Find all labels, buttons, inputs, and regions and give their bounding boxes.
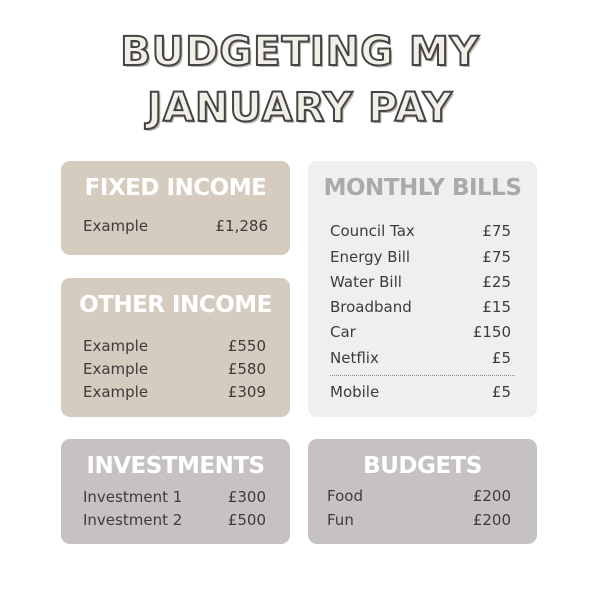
other-income-amount: £550 — [227, 337, 266, 355]
bill-label: Mobile — [330, 383, 380, 401]
bills-divider — [330, 375, 515, 376]
monthly-bills-card — [308, 161, 537, 417]
bill-row — [330, 248, 511, 266]
bill-label: Netflix — [330, 349, 379, 367]
other-income-heading: OTHER INCOME — [79, 292, 272, 318]
bill-amount: £75 — [482, 248, 511, 266]
other-income-label: Example — [83, 383, 149, 401]
bill-amount: £150 — [472, 323, 511, 341]
investment-row — [83, 511, 266, 529]
monthly-bills-heading: MONTHLY BILLS — [323, 175, 522, 201]
investment-amount: £300 — [227, 488, 266, 506]
budgets-card — [308, 439, 537, 544]
bill-amount: £5 — [491, 349, 511, 367]
budget-amount: £200 — [472, 511, 511, 529]
budget-label: Food — [327, 487, 363, 505]
other-income-amount: £309 — [227, 383, 266, 401]
investments-card — [61, 439, 290, 544]
bill-amount: £15 — [482, 298, 511, 316]
investment-label: Investment 2 — [83, 511, 183, 529]
page-title-line-1: BUDGETING MY — [120, 29, 480, 75]
fixed-income-row — [83, 217, 268, 235]
bill-amount: £25 — [482, 273, 511, 291]
bill-label: Energy Bill — [330, 248, 411, 266]
bill-label: Council Tax — [330, 222, 415, 240]
fixed-income-heading: FIXED INCOME — [84, 175, 267, 201]
bill-label: Water Bill — [330, 273, 402, 291]
investments-heading: INVESTMENTS — [86, 453, 265, 479]
investment-label: Investment 1 — [83, 488, 183, 506]
investment-amount: £500 — [227, 511, 266, 529]
other-income-label: Example — [83, 337, 149, 355]
fixed-income-amount: £1,286 — [215, 217, 268, 235]
bill-label: Broadband — [330, 298, 412, 316]
budget-amount: £200 — [472, 487, 511, 505]
bill-row — [330, 349, 511, 367]
other-income-row — [83, 360, 266, 378]
other-income-amount: £580 — [227, 360, 266, 378]
bill-label: Car — [330, 323, 356, 341]
bill-row — [330, 323, 511, 341]
bill-row — [330, 383, 511, 401]
fixed-income-card — [61, 161, 290, 255]
bill-row — [330, 273, 511, 291]
bill-amount: £5 — [491, 383, 511, 401]
page-title-line-2: JANUARY PAY — [147, 85, 453, 131]
bill-amount: £75 — [482, 222, 511, 240]
other-income-card — [61, 278, 290, 417]
budget-row — [327, 487, 511, 505]
investment-row — [83, 488, 266, 506]
budget-row — [327, 511, 511, 529]
budgets-heading: BUDGETS — [363, 453, 482, 479]
fixed-income-label: Example — [83, 217, 149, 235]
bill-row — [330, 222, 511, 240]
bill-row — [330, 298, 511, 316]
budget-label: Fun — [327, 511, 354, 529]
other-income-row — [83, 337, 266, 355]
other-income-row — [83, 383, 266, 401]
other-income-label: Example — [83, 360, 149, 378]
